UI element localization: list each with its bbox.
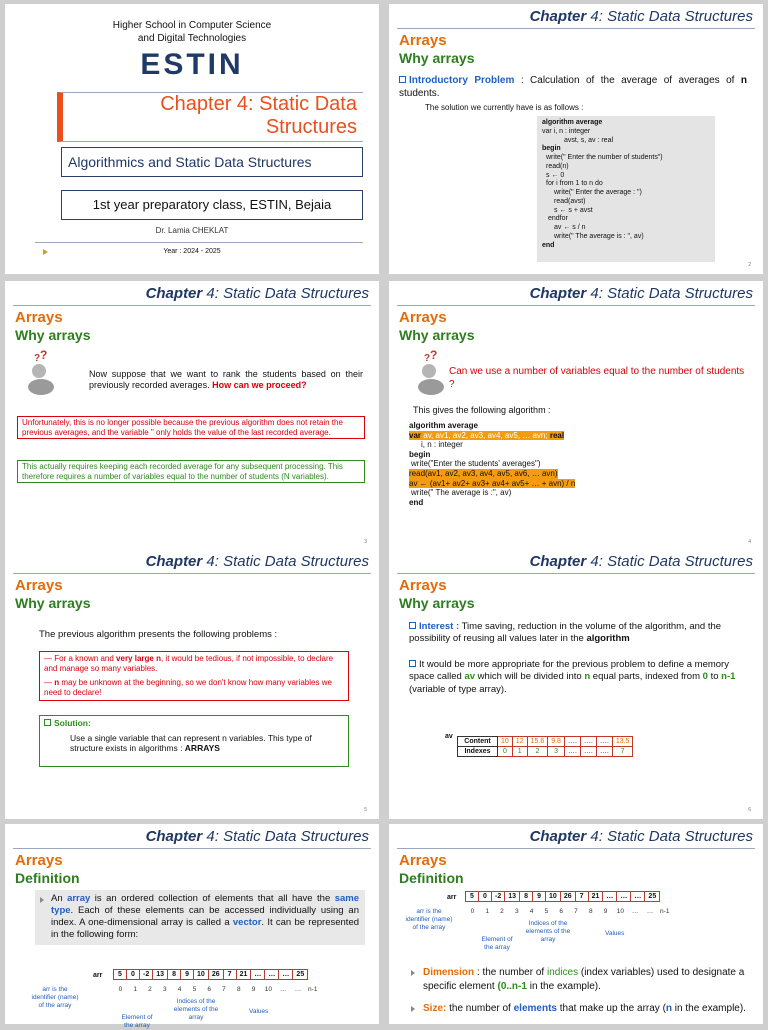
bullet-arrow-icon bbox=[411, 1006, 415, 1012]
svg-text:?: ? bbox=[34, 353, 41, 364]
checkbox-bullet-icon bbox=[399, 76, 406, 83]
array-index: 6 bbox=[207, 986, 211, 993]
array-cell: 8 bbox=[168, 970, 181, 980]
solution-text: Use a single variable that can represent n variables. This type of structure exists in algorithms : ARRAYS bbox=[70, 732, 312, 754]
interest-paragraph: Interest : Time saving, reduction in the volume of the algorithm, and the possibility of reusing all values later in the algorithm bbox=[409, 621, 722, 645]
array-index: n-1 bbox=[308, 986, 318, 993]
array-index: 0 bbox=[470, 908, 475, 915]
array-index: n-1 bbox=[660, 908, 670, 915]
school-line2: and Digital Technologies bbox=[137, 33, 247, 44]
array-cell: 26 bbox=[560, 892, 575, 902]
array-cell: 21 bbox=[236, 970, 251, 980]
annotation-values: Values bbox=[605, 930, 625, 937]
array-cell: 0 bbox=[127, 970, 140, 980]
array-index: 2 bbox=[500, 908, 504, 915]
annotation-indices: Indices of the elements of the array bbox=[173, 998, 219, 1021]
array-index: 2 bbox=[148, 986, 152, 993]
annotation-identifier: arr is the identifier (name) of the array bbox=[31, 986, 79, 1009]
checkbox-bullet-icon bbox=[409, 622, 416, 629]
av-array-table bbox=[457, 736, 633, 757]
page-number: 3 bbox=[364, 539, 367, 545]
slide-introductory-problem bbox=[389, 4, 763, 274]
array-index: 3 bbox=[514, 908, 519, 915]
header-rule bbox=[13, 573, 371, 574]
chapter-header: Chapter 4: Static Data Structures bbox=[529, 828, 753, 845]
array-cell: 5 bbox=[114, 970, 127, 980]
section-subtitle: Why arrays bbox=[15, 327, 91, 343]
memory-paragraph: It would be more appropriate for the previous problem to define a memory space called av which will be divided into n equal parts, indexed from 0 to n-1 (variable of type array). bbox=[409, 659, 736, 695]
annotation-values: Values bbox=[249, 1008, 269, 1015]
array-index: 1 bbox=[485, 908, 489, 915]
svg-text:?: ? bbox=[430, 348, 438, 362]
slide-definition-terms bbox=[389, 824, 763, 1024]
section-title: Arrays bbox=[15, 577, 63, 594]
array-index: … bbox=[646, 908, 654, 915]
array-cell: 5 bbox=[466, 892, 479, 902]
array-cell: 8 bbox=[520, 892, 533, 902]
solution-box: Solution: Use a single variable that can represent n variables. This type of structure exists in algorithms : ARRAYS bbox=[39, 715, 349, 767]
array-cell: … bbox=[603, 892, 617, 902]
array-index: 8 bbox=[588, 908, 593, 915]
annotation-element: Element of the array bbox=[481, 936, 513, 951]
array-cell: 10 bbox=[194, 970, 209, 980]
page-number: 4 bbox=[748, 539, 751, 545]
bullet-arrow-icon bbox=[40, 897, 44, 903]
array-index: 0 bbox=[118, 986, 123, 993]
array-cell: … bbox=[265, 970, 279, 980]
array-cell: 7 bbox=[223, 970, 236, 980]
algorithm-block: algorithm average var av, av1, av2, av3, av4, av5, … avn; real i, n : integer begin write("Enter the students' averages") read(av1, av2, av3, av4, av5, av6, … avn) av ← (av1+ av2+ av3+ av4+ av5+ … + avn) / n write(" The average is :", av) end bbox=[409, 421, 576, 507]
array-index: 10 bbox=[264, 986, 272, 993]
chapter-header: Chapter 4: Static Data Structures bbox=[145, 285, 369, 302]
gives-text: This gives the following algorithm : bbox=[413, 405, 551, 415]
array-cell: -2 bbox=[140, 970, 153, 980]
author: Dr. Lamia CHEKLAT bbox=[155, 226, 229, 235]
section-title: Arrays bbox=[399, 577, 447, 594]
array-index: 5 bbox=[192, 986, 197, 993]
section-title: Arrays bbox=[399, 32, 447, 49]
array-cell: 25 bbox=[293, 970, 308, 980]
slide-problems bbox=[5, 549, 379, 819]
section-subtitle: Definition bbox=[15, 870, 80, 886]
problems-intro: The previous algorithm presents the following problems : bbox=[39, 629, 278, 640]
array-index: … bbox=[279, 986, 287, 993]
title-line1: Chapter 4: Static Data bbox=[160, 93, 357, 115]
array-cell: 21 bbox=[588, 892, 603, 902]
array-cell: … bbox=[279, 970, 293, 980]
ranking-question: Now suppose that we want to rank the students based on their previously recorded averages. How can we proceed? bbox=[89, 369, 363, 391]
divider bbox=[35, 242, 363, 243]
annotation-indices: Indices of the elements of the array bbox=[525, 920, 571, 943]
intro-paragraph: Introductory Problem : Calculation of the average of averages of n students. bbox=[399, 75, 747, 99]
array-cell: … bbox=[251, 970, 265, 980]
chapter-header: Chapter 4: Static Data Structures bbox=[529, 8, 753, 25]
svg-text:?: ? bbox=[424, 353, 431, 364]
chapter-header: Chapter 4: Static Data Structures bbox=[145, 553, 369, 570]
class-line: 1st year preparatory class, ESTIN, Bejaia bbox=[92, 197, 332, 212]
index-row: Indexes 0 1 2 3 …. …. …. 7 bbox=[458, 747, 633, 757]
problem-box: Unfortunately, this is no longer possible because the previous algorithm does not retain the previous averages, and the variable " only holds the value of the last recorded average. bbox=[17, 416, 365, 439]
requirement-box: This actually requires keeping each recorded average for any subsequent processing. This therefore requires a number of variables equal to the number of students (N variables). bbox=[17, 460, 365, 483]
subtitle: Algorithmics and Static Data Structures bbox=[68, 154, 312, 170]
class-box bbox=[61, 190, 363, 220]
estin-logo bbox=[5, 48, 379, 82]
algorithm-box: algorithm average var i, n : integer avst, s, av : real begin write(" Enter the number of students") read(n) s ← 0 for i from 1 to n do write(" Enter the average : ") read(avst) s ← s + avst endfor av ← s / n write(" The average is : ", av) end bbox=[537, 116, 715, 262]
page-number: 2 bbox=[748, 262, 751, 268]
slide-title bbox=[5, 4, 379, 274]
array-index: 7 bbox=[574, 908, 578, 915]
page-number: 5 bbox=[364, 807, 367, 813]
definition-box: An array is an ordered collection of elements that all have the same type. Each of these elements can be accessed individually using an index. A one-dimensional array is called a vector. It can be represented in the following form: bbox=[35, 890, 365, 945]
array-cell: -2 bbox=[492, 892, 505, 902]
array-index: 6 bbox=[559, 908, 563, 915]
array-cell: 26 bbox=[208, 970, 223, 980]
header-rule bbox=[397, 848, 755, 849]
annotation-identifier: arr is the identifier (name) of the array bbox=[405, 908, 453, 931]
section-title: Arrays bbox=[15, 852, 63, 869]
header-rule bbox=[13, 848, 371, 849]
array-cell: … bbox=[631, 892, 645, 902]
arr-values-table bbox=[113, 969, 308, 980]
section-subtitle: Why arrays bbox=[15, 595, 91, 611]
array-index: 3 bbox=[162, 986, 167, 993]
array-cell: 25 bbox=[645, 892, 660, 902]
header-rule bbox=[397, 573, 755, 574]
section-subtitle: Why arrays bbox=[399, 327, 475, 343]
array-cell: 13 bbox=[153, 970, 168, 980]
array-index: 7 bbox=[222, 986, 226, 993]
chapter-header: Chapter 4: Static Data Structures bbox=[145, 828, 369, 845]
array-cell: 0 bbox=[479, 892, 492, 902]
array-cell: 7 bbox=[575, 892, 588, 902]
title-box bbox=[57, 92, 363, 142]
problem-2: — n may be unknown at the beginning, so we don't know how many variables we need to declare! bbox=[44, 678, 332, 697]
array-index: 10 bbox=[616, 908, 624, 915]
array-index: 5 bbox=[544, 908, 549, 915]
thinking-figure-icon bbox=[25, 348, 65, 395]
arr-indices bbox=[465, 908, 672, 915]
chapter-header: Chapter 4: Static Data Structures bbox=[529, 285, 753, 302]
array-index: 4 bbox=[529, 908, 534, 915]
title-line2: Structures bbox=[265, 116, 357, 138]
current-solution: The solution we currently have is as follows : bbox=[425, 103, 584, 112]
annotation-element: Element of the array bbox=[121, 1014, 153, 1029]
logo-text: ESTIN bbox=[140, 48, 244, 81]
page-number: 6 bbox=[748, 807, 751, 813]
bullet-arrow-icon bbox=[411, 970, 415, 976]
array-index: 8 bbox=[236, 986, 241, 993]
array-index: 9 bbox=[603, 908, 608, 915]
array-cell: 10 bbox=[546, 892, 561, 902]
slide-many-variables bbox=[389, 281, 763, 551]
svg-text:?: ? bbox=[40, 348, 48, 362]
slide-ranking-question bbox=[5, 281, 379, 551]
array-cell: 13 bbox=[505, 892, 520, 902]
table-name: av bbox=[445, 733, 453, 740]
school-line1: Higher School in Computer Science bbox=[112, 20, 272, 31]
section-subtitle: Definition bbox=[399, 870, 464, 886]
array-index: 1 bbox=[133, 986, 137, 993]
size-bullet: Size: the number of elements that make up the array (n in the example). bbox=[411, 1002, 749, 1016]
header-rule bbox=[13, 305, 371, 306]
section-title: Arrays bbox=[15, 309, 63, 326]
arr-name: arr bbox=[93, 972, 103, 979]
array-index: … bbox=[294, 986, 302, 993]
array-index: 9 bbox=[251, 986, 256, 993]
array-cell: 9 bbox=[181, 970, 194, 980]
array-index: 4 bbox=[177, 986, 182, 993]
checkbox-bullet-icon bbox=[409, 660, 416, 667]
slide-definition bbox=[5, 824, 379, 1029]
chapter-header: Chapter 4: Static Data Structures bbox=[529, 553, 753, 570]
variables-question: Can we use a number of variables equal to the number of students ? bbox=[449, 366, 745, 390]
array-cell: 9 bbox=[533, 892, 546, 902]
problem-1: — For a known and very large n, it would be tedious, if not impossible, to declare and manage so many variables. bbox=[44, 654, 334, 673]
section-subtitle: Why arrays bbox=[399, 50, 475, 66]
section-subtitle: Why arrays bbox=[399, 595, 475, 611]
content-row: Content 10 12 15.6 9.8 …. …. …. 13.5 bbox=[458, 737, 633, 747]
header-rule bbox=[397, 28, 755, 29]
section-title: Arrays bbox=[399, 309, 447, 326]
array-cell: … bbox=[617, 892, 631, 902]
year: Year : 2024 - 2025 bbox=[163, 248, 221, 255]
dimension-bullet: Dimension : the number of indices (index variables) used to designate a specific element (0..n-1 in the example). bbox=[411, 966, 749, 994]
slide-interest bbox=[389, 549, 763, 819]
arr-indices bbox=[113, 986, 320, 993]
header-rule bbox=[397, 305, 755, 306]
section-title: Arrays bbox=[399, 852, 447, 869]
subtitle-box bbox=[61, 147, 363, 177]
arr-name: arr bbox=[447, 894, 457, 901]
checkbox-bullet-icon bbox=[44, 719, 51, 726]
problems-box bbox=[39, 651, 349, 701]
array-index: … bbox=[631, 908, 639, 915]
arr-values-table bbox=[465, 891, 660, 902]
